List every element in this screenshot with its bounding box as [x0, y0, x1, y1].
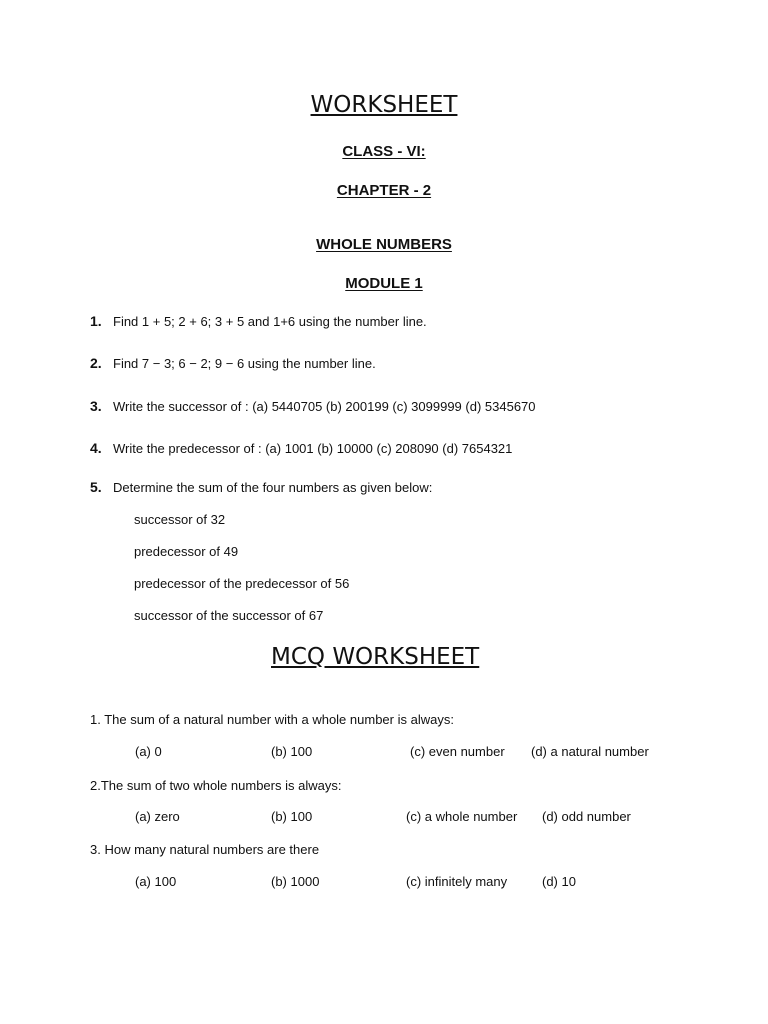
- q5-item-2: predecessor of 49: [134, 544, 239, 559]
- module-heading: MODULE 1: [345, 275, 423, 292]
- q5-item-1: successor of 32: [134, 512, 226, 527]
- question-number: 3.: [90, 398, 102, 414]
- mcq-question-2: 2.The sum of two whole numbers is always:: [90, 778, 342, 793]
- chapter-line: CHAPTER - 2: [336, 182, 432, 199]
- topic-heading: WHOLE NUMBERS: [316, 236, 452, 253]
- question-2: [90, 355, 376, 371]
- mcq-question-3: 3. How many natural numbers are there: [90, 842, 320, 857]
- mcq-3-option-b: (b) 1000: [271, 874, 320, 889]
- mcq-2-option-a: (a) zero: [135, 809, 180, 824]
- class-line: CLASS - VI:: [342, 143, 426, 160]
- mcq-1-option-b: (b) 100: [271, 744, 313, 759]
- question-text: Find 1 + 5; 2 + 6; 3 + 5 and 1+6 using the number line.: [113, 314, 427, 329]
- worksheet-title: WORKSHEET: [310, 92, 458, 118]
- q5-item-3: predecessor of the predecessor of 56: [134, 576, 350, 591]
- question-number: 4.: [90, 440, 102, 456]
- question-text: Determine the sum of the four numbers as given below:: [113, 480, 433, 495]
- question-1: [90, 313, 427, 329]
- mcq-3-option-c: (c) infinitely many: [406, 874, 508, 889]
- question-number: 5.: [90, 479, 102, 495]
- mcq-question-1: 1. The sum of a natural number with a whole number is always:: [90, 712, 454, 727]
- mcq-title: MCQ WORKSHEET: [271, 644, 480, 670]
- question-3: [90, 398, 536, 414]
- mcq-3-option-a: (a) 100: [135, 874, 177, 889]
- question-number: 1.: [90, 313, 102, 329]
- mcq-2-option-d: (d) odd number: [542, 809, 631, 824]
- question-text: Find 7 − 3; 6 − 2; 9 − 6 using the number line.: [113, 356, 376, 371]
- mcq-1-option-a: (a) 0: [135, 744, 162, 759]
- q5-item-4: successor of the successor of 67: [134, 608, 324, 623]
- mcq-3-option-d: (d) 10: [542, 874, 576, 889]
- question-number: 2.: [90, 355, 102, 371]
- mcq-1-option-c: (c) even number: [410, 744, 505, 759]
- mcq-1-option-d: (d) a natural number: [531, 744, 649, 759]
- mcq-2-option-c: (c) a whole number: [406, 809, 518, 824]
- mcq-2-option-b: (b) 100: [271, 809, 313, 824]
- question-5: [90, 479, 432, 495]
- question-4: [90, 440, 512, 456]
- question-text: Write the predecessor of : (a) 1001 (b) 10000 (c) 208090 (d) 7654321: [113, 441, 513, 456]
- question-text: Write the successor of : (a) 5440705 (b) 200199 (c) 3099999 (d) 5345670: [113, 399, 536, 414]
